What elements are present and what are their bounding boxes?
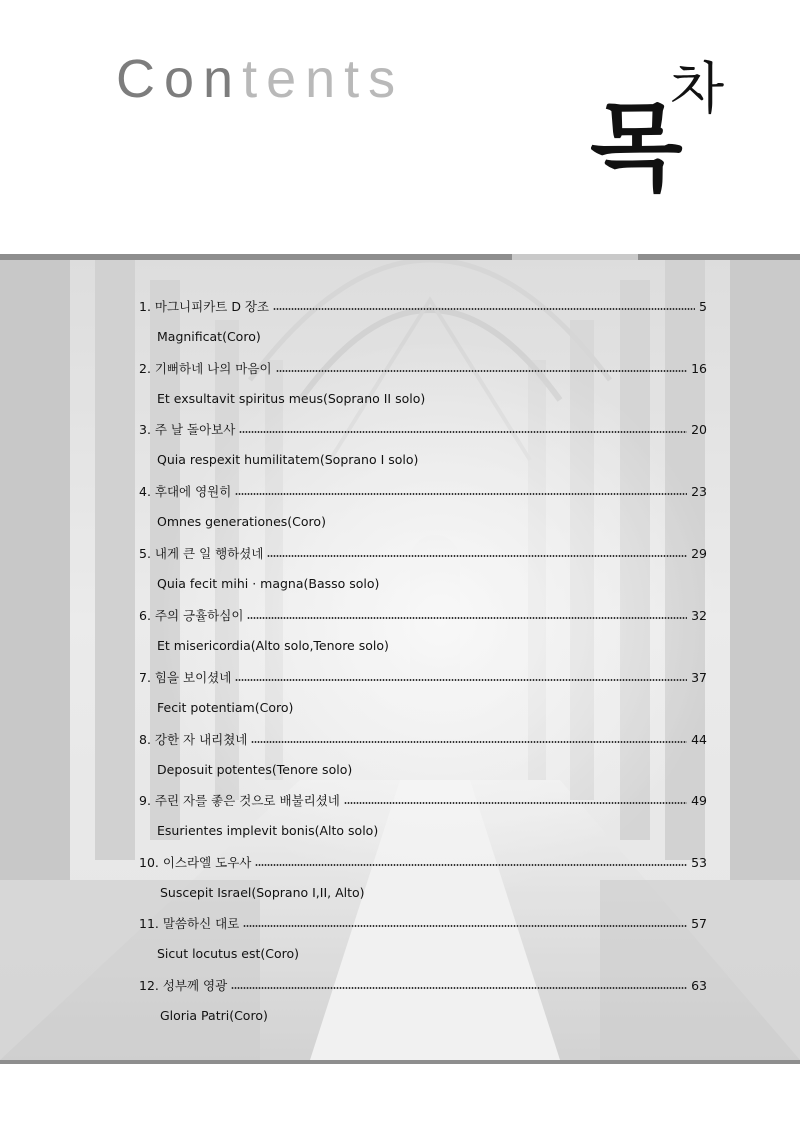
toc-entry-line bbox=[139, 854, 707, 872]
toc-title: 2. 기뻐하네 나의 마음이 bbox=[139, 361, 272, 376]
korean-title-small: 차 bbox=[670, 57, 725, 122]
toc-page-number: 20 bbox=[691, 422, 707, 437]
contents-heading bbox=[116, 49, 405, 109]
toc-page-number: 5 bbox=[699, 299, 707, 314]
toc-entry-line bbox=[139, 977, 707, 995]
toc-title: 6. 주의 긍휼하심이 bbox=[139, 608, 244, 623]
toc-title: 12. 성부께 영광 bbox=[139, 978, 228, 993]
toc-entry-4[interactable] bbox=[0, 483, 800, 545]
toc-subtitle: Sicut locutus est(Coro) bbox=[157, 946, 300, 961]
korean-title bbox=[590, 57, 740, 212]
toc-entry-line bbox=[139, 545, 707, 563]
toc-page-number: 16 bbox=[691, 361, 707, 376]
dot-leader bbox=[344, 801, 687, 805]
toc-title: 3. 주 날 돌아보사 bbox=[139, 422, 236, 437]
toc-entry-3[interactable] bbox=[0, 421, 800, 483]
dot-leader bbox=[235, 492, 687, 496]
toc-page-number: 53 bbox=[691, 855, 707, 870]
toc-title: 4. 후대에 영원히 bbox=[139, 484, 232, 499]
dot-leader bbox=[247, 616, 687, 620]
toc-entry-line bbox=[139, 360, 707, 378]
toc-entry-line bbox=[139, 731, 707, 749]
toc-page-number: 23 bbox=[691, 484, 707, 499]
toc-subtitle: Gloria Patri(Coro) bbox=[160, 1008, 268, 1023]
toc-page-number: 63 bbox=[691, 978, 707, 993]
toc-entry-9[interactable] bbox=[0, 792, 800, 854]
toc-entry-line bbox=[139, 669, 707, 687]
dot-leader bbox=[255, 863, 687, 867]
toc-entry-12[interactable] bbox=[0, 977, 800, 1039]
dot-leader bbox=[267, 554, 687, 558]
toc-entry-8[interactable] bbox=[0, 731, 800, 793]
toc-entry-line bbox=[139, 298, 707, 316]
toc-entry-7[interactable] bbox=[0, 669, 800, 731]
toc-subtitle: Et exsultavit spiritus meus(Soprano II solo) bbox=[157, 391, 426, 406]
toc-entry-line bbox=[139, 792, 707, 810]
dot-leader bbox=[251, 740, 687, 744]
toc-entry-line bbox=[139, 607, 707, 625]
toc-title: 1. 마그니피카트 D 장조 bbox=[139, 299, 270, 314]
toc-entry-2[interactable] bbox=[0, 360, 800, 422]
cathedral-background-panel bbox=[0, 260, 800, 1060]
dot-leader bbox=[235, 678, 687, 682]
dot-leader bbox=[276, 369, 688, 373]
toc-title: 10. 이스라엘 도우사 bbox=[139, 855, 252, 870]
contents-heading-light: tents bbox=[242, 49, 405, 109]
toc-subtitle: Suscepit Israel(Soprano I,II, Alto) bbox=[160, 885, 365, 900]
toc-page-number: 57 bbox=[691, 916, 707, 931]
dot-leader bbox=[239, 430, 687, 434]
toc-page-number: 32 bbox=[691, 608, 707, 623]
toc-entry-line bbox=[139, 915, 707, 933]
toc-subtitle: Magnificat(Coro) bbox=[157, 329, 261, 344]
dot-leader bbox=[231, 986, 687, 990]
toc-page-number: 44 bbox=[691, 732, 707, 747]
toc-subtitle: Esurientes implevit bonis(Alto solo) bbox=[157, 823, 379, 838]
toc-title: 5. 내게 큰 일 행하셨네 bbox=[139, 546, 264, 561]
toc-entry-line bbox=[139, 483, 707, 501]
toc-title: 11. 말씀하신 대로 bbox=[139, 916, 240, 931]
toc-entry-5[interactable] bbox=[0, 545, 800, 607]
toc-subtitle: Omnes generationes(Coro) bbox=[157, 514, 326, 529]
dot-leader bbox=[273, 307, 695, 311]
toc-entry-6[interactable] bbox=[0, 607, 800, 669]
table-of-contents bbox=[0, 260, 800, 1060]
toc-page-number: 37 bbox=[691, 670, 707, 685]
toc-subtitle: Et misericordia(Alto solo,Tenore solo) bbox=[157, 638, 389, 653]
contents-heading-dark: Con bbox=[116, 49, 243, 109]
toc-entry-10[interactable] bbox=[0, 854, 800, 916]
korean-title-big: 목 bbox=[590, 91, 683, 204]
toc-entry-11[interactable] bbox=[0, 915, 800, 977]
toc-subtitle: Quia respexit humilitatem(Soprano I solo) bbox=[157, 452, 419, 467]
toc-entry-1[interactable] bbox=[0, 298, 800, 360]
dot-leader bbox=[243, 924, 687, 928]
bottom-divider-bar bbox=[0, 1060, 800, 1064]
toc-page-number: 29 bbox=[691, 546, 707, 561]
toc-subtitle: Quia fecit mihi · magna(Basso solo) bbox=[157, 576, 380, 591]
toc-title: 8. 강한 자 내리쳤네 bbox=[139, 732, 248, 747]
toc-page-number: 49 bbox=[691, 793, 707, 808]
toc-title: 9. 주린 자를 좋은 것으로 배불리셨네 bbox=[139, 793, 340, 808]
toc-subtitle: Fecit potentiam(Coro) bbox=[157, 700, 294, 715]
toc-entry-line bbox=[139, 421, 707, 439]
toc-title: 7. 힘을 보이셨네 bbox=[139, 670, 232, 685]
toc-subtitle: Deposuit potentes(Tenore solo) bbox=[157, 762, 353, 777]
